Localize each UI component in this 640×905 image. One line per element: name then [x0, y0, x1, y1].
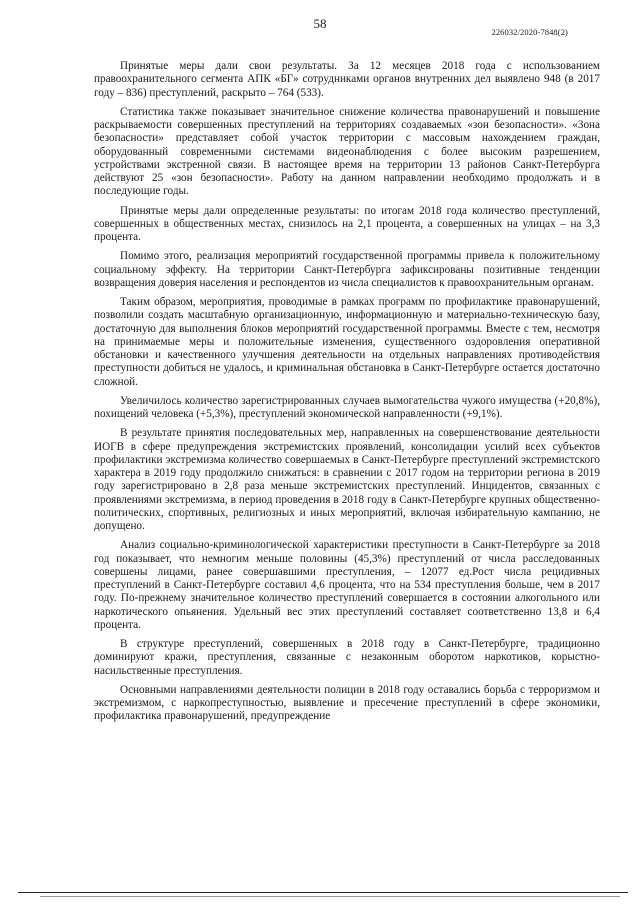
document-body — [94, 60, 600, 730]
paragraph-social-effect: Помимо этого, реализация мероприятий государственной программы привела к положительному социальному эффекту. На территории Санкт-Петербурга зафиксированы позитивные тенденции возвращения доверия населения и респондентов из числа специалистов к правоохранительным органам. — [94, 250, 600, 289]
paragraph-structure: В структуре преступлений, совершенных в 2018 году в Санкт-Петербурге, традиционно доминируют кражи, преступления, связанные с незаконным оборотом наркотиков, корыстно-насильственные преступления. — [94, 638, 600, 677]
paragraph-conclusion: Таким образом, мероприятия, проводимые в рамках программ по профилактике правонарушений, позволили создать масштабную организационную, информационную и материально-техническую базу, достаточную для выполнения блоков мероприятий государственной программы. Вместе с тем, несмотря на принимаемые меры и положительные изменения, существенного оздоровления оперативной обстановки и качественного улучшения деятельности на отдельных направлениях противодействия преступности добиться не удалось, и криминальная обстановка в Санкт-Петербурге остается достаточно сложной. — [94, 296, 600, 388]
paragraph-public-places: Принятые меры дали определенные результаты: по итогам 2018 года количество преступлений, совершенных в общественных местах, снизилось на 2,1 процента, а совершенных на улицах – на 3,3 процента. — [94, 204, 600, 243]
paragraph-analysis: Анализ социально-криминологической характеристики преступности в Санкт-Петербурге за 2018 год показывает, что немногим меньше половины (45,3%) преступлений от числа расследованных совершены лицами, ранее совершавшими преступления, – 12077 ед.Рост числа рецидивных преступлений в Санкт-Петербурге составил 4,6 процента, что на 534 преступления больше, чем в 2017 году. По-прежнему значительное количество преступлений совершается в состоянии алкогольного или наркотического опьянения. Удельный вес этих преступлений составляет соответственно 13,8 и 6,4 процента. — [94, 539, 600, 631]
bottom-scan-line — [18, 892, 628, 893]
bottom-scan-line-faint — [40, 896, 620, 897]
document-reference: 226032/2020-7848(2) — [491, 27, 568, 37]
paragraph-results-apk: Принятые меры дали свои результаты. За 12 месяцев 2018 года с использованием правоохранительного сегмента АПК «БГ» сотрудниками органов внутренних дел выявлено 948 (в 2017 году – 836) преступлений, раскрыто – 764 (533). — [94, 60, 600, 99]
paragraph-extremism: В результате принятия последовательных мер, направленных на совершенствование деятельности ИОГВ в сфере предупреждения экстремистских проявлений, консолидации усилий всех субъектов профилактики экстремизма количество совершаемых в Санкт-Петербурге преступлений экстремистского характера в 2019 году продолжило снижаться: в сравнении с 2017 годом на территории региона в 2019 году зарегистрировано в 2,8 раза меньше экстремистских преступлений. Инцидентов, связанных с проявлениями экстремизма, в период проведения в 2018 году в Санкт-Петербурге крупных общественно-политических, спортивных, религиозных и иных мероприятий, включая избирательную кампанию, не допущено. — [94, 427, 600, 532]
paragraph-police-directions: Основными направлениями деятельности полиции в 2018 году оставались борьба с терроризмом и экстремизмом, с наркопреступностью, выявление и пресечение преступлений в сфере экономики, профилактика правонарушений, предупреждение — [94, 683, 600, 723]
page-number: 58 — [313, 16, 327, 31]
paragraph-increase: Увеличилось количество зарегистрированных случаев вымогательства чужого имущества (+20,8%), похищений человека (+5,3%), преступлений экономической направленности (+9,1%). — [94, 394, 600, 420]
paragraph-safety-zones: Статистика также показывает значительное снижение количества правонарушений и повышение раскрываемости совершенных преступлений на территориях создаваемых «зон безопасности». «Зона безопасности» представляет собой участок территории с массовым нахождением граждан, оборудованный современными системами видеонаблюдения с более высоким разрешением, устройствами экстренной связи. В настоящее время на территории 13 районов Санкт-Петербурга действуют 25 «зон безопасности». Работу на данном направлении необходимо продолжать и в последующие годы. — [94, 105, 600, 198]
